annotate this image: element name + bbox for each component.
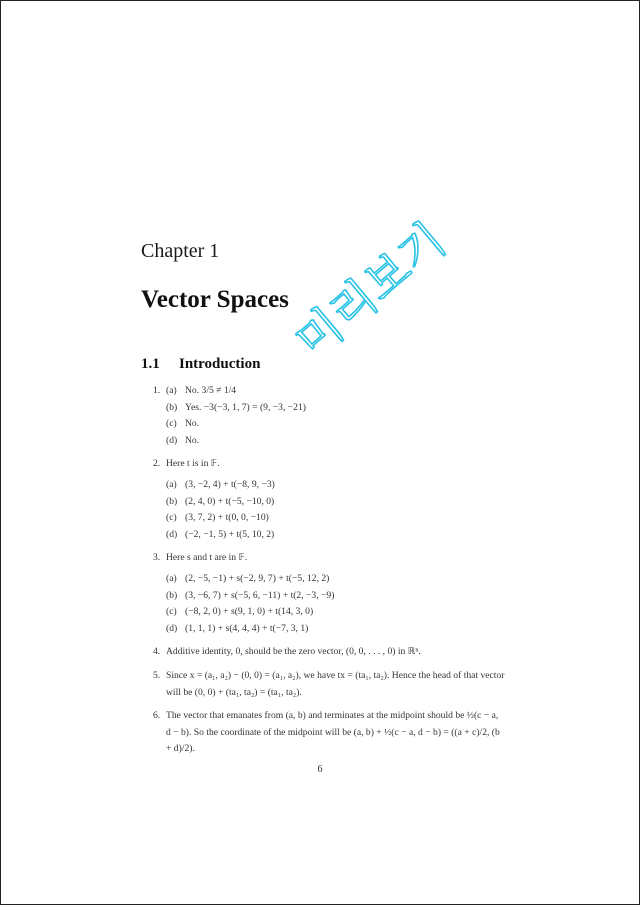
exercise-1 — [153, 383, 505, 449]
exercise-6 — [153, 708, 505, 758]
answer-line — [166, 621, 505, 638]
watermark-text: 미리보기 — [284, 212, 456, 369]
answer-label: (d) — [166, 434, 178, 446]
answer-label: (b) — [166, 401, 178, 413]
answer-label: (b) — [166, 589, 178, 601]
exercise-intro: Here t is in 𝔽. — [166, 458, 220, 470]
exercise-5 — [153, 668, 505, 701]
exercise-number: 2. — [153, 458, 161, 470]
answer-line — [166, 571, 505, 588]
section-title: Introduction — [179, 356, 261, 372]
exercise-2 — [153, 456, 505, 543]
answer-text: (−2, −1, 5) + t(5, 10, 2) — [185, 528, 275, 540]
answer-line — [166, 527, 505, 544]
exercise-number: 5. — [153, 669, 161, 681]
answer-line — [166, 416, 505, 433]
exercise-number: 1. — [153, 385, 161, 396]
answer-label: (b) — [166, 495, 178, 507]
answer-label: (c) — [166, 512, 177, 524]
answer-text: (3, −6, 7) + s(−5, 6, −11) + t(2, −3, −9) — [185, 589, 335, 601]
answer-text: (2, −5, −1) + s(−2, 9, 7) + t(−5, 12, 2) — [185, 572, 330, 584]
section-number: 1.1 — [141, 356, 160, 372]
answer-label: (d) — [166, 622, 178, 634]
exercise-number: 4. — [153, 646, 161, 658]
answer-line — [166, 433, 505, 450]
exercise-text: Additive identity, 0, should be the zero vector, (0, 0, . . . , 0) in ℝⁿ. — [166, 646, 421, 658]
answer-label: (a) — [166, 478, 177, 490]
answer-line — [166, 400, 505, 417]
answer-line — [166, 477, 505, 494]
answer-text: (3, 7, 2) + t(0, 0, −10) — [185, 512, 269, 524]
answer-text: (2, 4, 0) + t(−5, −10, 0) — [185, 495, 275, 507]
section-heading — [141, 356, 260, 373]
answer-text: No. — [185, 418, 200, 430]
exercise-text: The vector that emanates from (a, b) and terminates at the midpoint should be ½(c − a, d − b). So the coordinate of the midpoint will be (a, b) + ½(c − a, d − b) = ((a + c)/2, (b + d)/2). — [166, 710, 500, 755]
answer-line — [166, 604, 505, 621]
answer-text: (−8, 2, 0) + s(9, 1, 0) + t(14, 3, 0) — [185, 606, 314, 618]
answer-line — [166, 494, 505, 511]
answer-label: (c) — [166, 418, 177, 430]
exercise-3 — [153, 550, 505, 637]
exercise-4 — [153, 644, 505, 661]
answer-label: (a) — [166, 385, 177, 396]
answer-label: (c) — [166, 606, 177, 618]
answer-text: No. 3/5 ≠ 1/4 — [185, 385, 237, 396]
answer-line — [166, 588, 505, 605]
exercise-list — [153, 383, 505, 765]
answer-text: (1, 1, 1) + s(4, 4, 4) + t(−7, 3, 1) — [185, 622, 309, 634]
chapter-label: Chapter 1 — [141, 240, 220, 262]
chapter-title: Vector Spaces — [141, 286, 289, 313]
exercise-number: 3. — [153, 552, 161, 564]
answer-text: (3, −2, 4) + t(−8, 9, −3) — [185, 478, 275, 490]
answer-text: Yes. −3(−3, 1, 7) = (9, −3, −21) — [185, 401, 306, 413]
exercise-number: 6. — [153, 710, 161, 722]
answer-line — [166, 510, 505, 527]
answer-label: (d) — [166, 528, 178, 540]
page-number: 6 — [317, 764, 323, 775]
exercise-intro: Here s and t are in 𝔽. — [166, 552, 248, 564]
answer-text: No. — [185, 434, 200, 446]
exercise-text: Since x = (a₁, a₂) − (0, 0) = (a₁, a₂), we have tx = (ta₁, ta₂). Hence the head of that vector will be (0, 0) + (ta₁, ta₂) = (ta₁, ta₂). — [166, 669, 505, 698]
answer-label: (a) — [166, 572, 177, 584]
